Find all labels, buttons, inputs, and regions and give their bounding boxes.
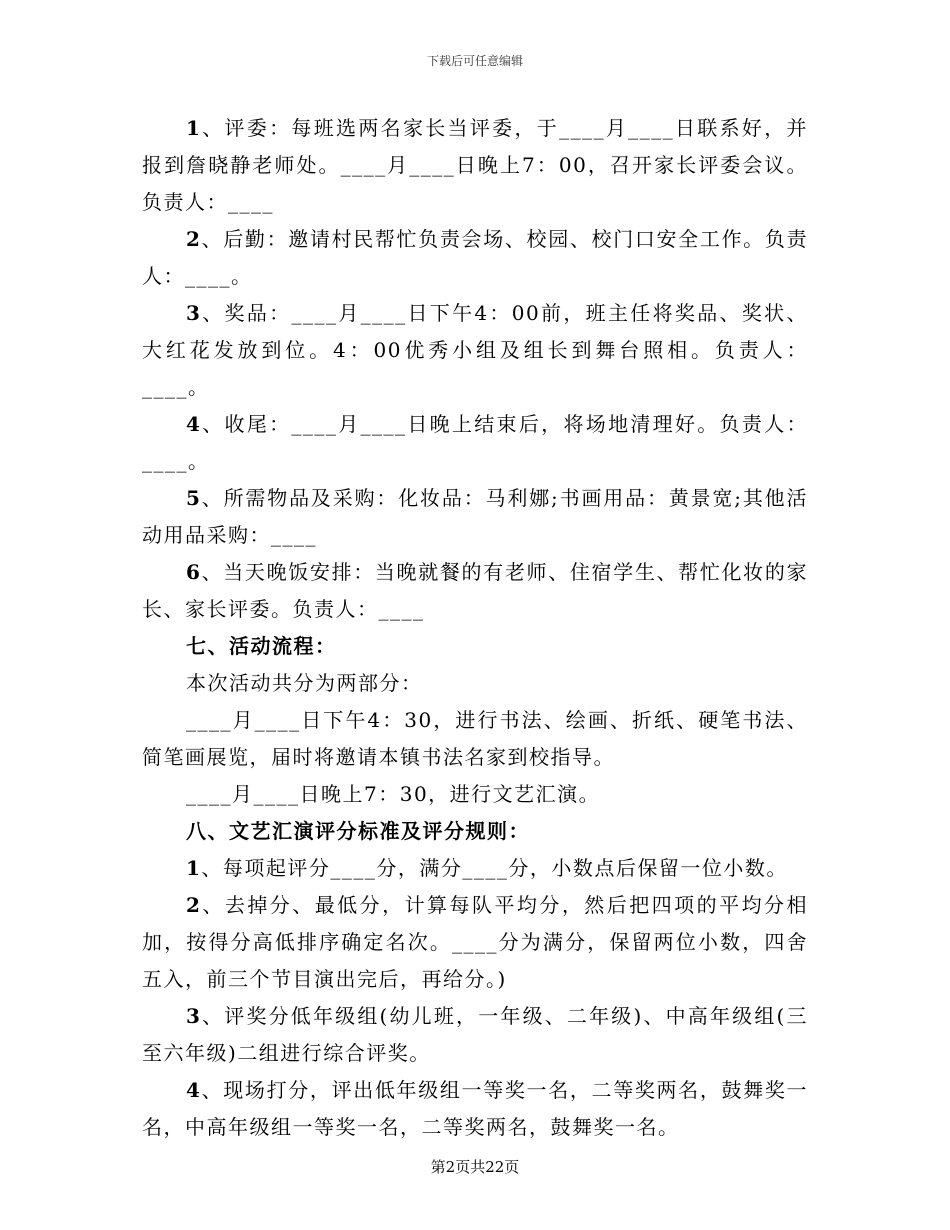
item-text: 、后勤：邀请村民帮忙负责会场、校园、校门口安全工作。负责人：____。	[142, 227, 808, 288]
rule-2	[142, 887, 808, 998]
item-number: 1	[186, 116, 202, 140]
item-dinner	[142, 554, 808, 628]
page-footer: 第2页共22页	[430, 1158, 520, 1176]
process-intro: 本次活动共分为两部分：	[186, 671, 423, 695]
item-number: 4	[186, 412, 202, 436]
document-body	[142, 110, 808, 1146]
rule-number: 1	[186, 856, 202, 880]
rule-text: 、现场打分，评出低年级组一等奖一名，二等奖两名，鼓舞奖一名，中高年级组一等奖一名，二等奖两名，鼓舞奖一名。	[142, 1078, 808, 1139]
item-logistics	[142, 221, 808, 295]
section-title-scoring: 八、文艺汇演评分标准及评分规则：	[186, 819, 530, 843]
item-prizes	[142, 295, 808, 406]
item-text: 、收尾：____月____日晚上结束后，将场地清理好。负责人：____。	[142, 412, 808, 473]
item-number: 2	[186, 227, 202, 251]
item-number: 5	[186, 486, 202, 510]
rule-4	[142, 1072, 808, 1146]
rule-number: 2	[186, 893, 202, 917]
item-cleanup	[142, 406, 808, 480]
rule-text: 、评奖分低年级组(幼儿班，一年级、二年级)、中高年级组(三至六年级)二组进行综合评奖。	[142, 1004, 808, 1065]
page-header: 下载后可任意编辑	[426, 54, 523, 68]
item-judges	[142, 110, 808, 221]
item-text: 、评委：每班选两名家长当评委，于____月____日联系好，并报到詹晓静老师处。____月____日晚上7：00，召开家长评委会议。负责人：____	[142, 116, 808, 214]
rule-number: 3	[186, 1004, 202, 1028]
item-text: 、奖品：____月____日下午4：00前，班主任将奖品、奖状、大红花发放到位。4：00优秀小组及组长到舞台照相。负责人：____。	[142, 301, 808, 399]
section-title-process: 七、活动流程：	[186, 634, 337, 658]
item-number: 6	[186, 560, 202, 584]
rule-1	[142, 850, 808, 887]
rule-text: 、去掉分、最低分，计算每队平均分，然后把四项的平均分相加，按得分高低排序确定名次。____分为满分，保留两位小数，四舍五入，前三个节目演出完后，再给分。)	[142, 893, 808, 991]
rule-text: 、每项起评分____分，满分____分，小数点后保留一位小数。	[201, 856, 788, 880]
rule-number: 4	[186, 1078, 202, 1102]
process-part-1: ____月____日下午4：30，进行书法、绘画、折纸、硬笔书法、简笔画展览，届时将邀请本镇书法名家到校指导。	[142, 708, 808, 769]
item-number: 3	[186, 301, 202, 325]
item-supplies	[142, 480, 808, 554]
item-text: 、所需物品及采购：化妆品：马利娜;书画用品：黄景宽;其他活动用品采购：____	[142, 486, 808, 547]
rule-3	[142, 998, 808, 1072]
item-text: 、当天晚饭安排：当晚就餐的有老师、住宿学生、帮忙化妆的家长、家长评委。负责人：____	[142, 560, 808, 621]
process-part-2: ____月____日晚上7：30，进行文艺汇演。	[186, 782, 601, 806]
